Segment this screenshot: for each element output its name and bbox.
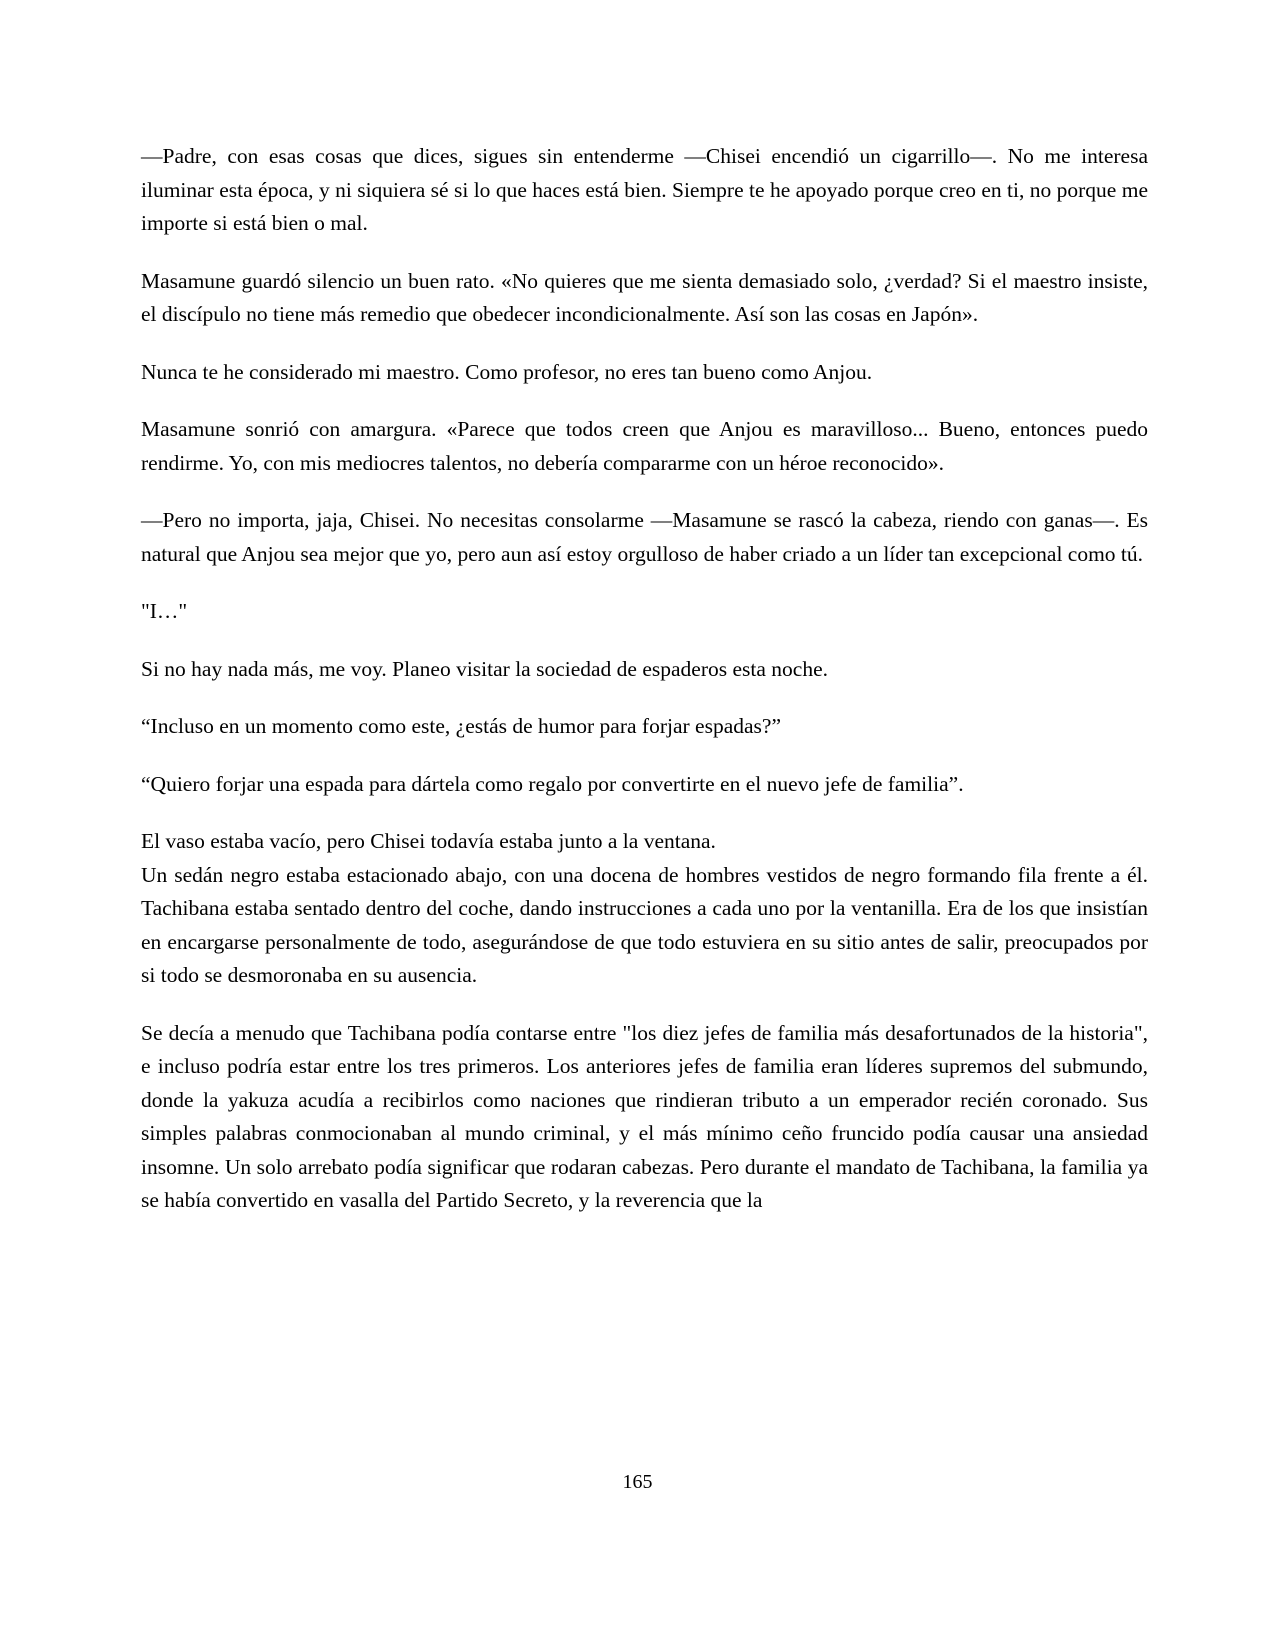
paragraph-11: Se decía a menudo que Tachibana podía contarse entre "los diez jefes de familia más desafortunados de la historia", e incluso podría estar entre los tres primeros. Los anteriores jefes de familia eran líderes supremos del submundo, donde la yakuza acudía a recibirlos como naciones que rindieran tributo a un emperador recién coronado. Sus simples palabras conmocionaban al mundo criminal, y el más mínimo ceño fruncido podía causar una ansiedad insomne. Un solo arrebato podía significar que rodaran cabezas. Pero durante el mandato de Tachibana, la familia ya se había convertido en vasalla del Partido Secreto, y la reverencia que la — [141, 1020, 1148, 1212]
paragraph-2: Masamune guardó silencio un buen rato. «No quieres que me sienta demasiado solo, ¿verdad? Si el maestro insiste, el discípulo no tiene más remedio que obedecer incondicionalmente. Así son las cosas en Japón». — [141, 268, 1148, 326]
paragraph-10 — [141, 825, 1148, 993]
paragraph-7: Si no hay nada más, me voy. Planeo visitar la sociedad de espaderos esta noche. — [141, 656, 829, 681]
paragraph-5: —Pero no importa, jaja, Chisei. No necesitas consolarme —Masamune se rascó la cabeza, riendo con ganas—. Es natural que Anjou sea mejor que yo, pero aun así estoy orgulloso de haber criado a un líder tan excepcional como tú. — [141, 508, 1148, 566]
paragraph-1: —Padre, con esas cosas que dices, sigues sin entenderme —Chisei encendió un cigarrillo—. No me interesa iluminar esta época, y ni siquiera sé si lo que haces está bien. Siempre te he apoyado porque creo en ti, no porque me importe si está bien o mal. — [141, 144, 1148, 235]
page-body-text — [141, 140, 1148, 1242]
paragraph-10-line-1: El vaso estaba vacío, pero Chisei todavía estaba junto a la ventana. — [141, 829, 716, 853]
paragraph-9-dialogue: “Quiero forjar una espada para dártela como regalo por convertirte en el nuevo jefe de familia”. — [141, 771, 964, 796]
paragraph-8-dialogue: “Incluso en un momento como este, ¿estás de humor para forjar espadas?” — [141, 714, 781, 738]
page-number: 165 — [622, 1471, 653, 1493]
paragraph-4: Masamune sonrió con amargura. «Parece que todos creen que Anjou es maravilloso... Bueno, entonces puedo rendirme. Yo, con mis mediocres talentos, no debería compararme con un héroe reconocido». — [141, 417, 1148, 475]
paragraph-6-dialogue: "I…" — [141, 599, 188, 623]
paragraph-10-line-2: Un sedán negro estaba estacionado abajo, con una docena de hombres vestidos de negro formando fila frente a él. Tachibana estaba sentado dentro del coche, dando instrucciones a cada uno por la ventanilla. Era de los que insistían en encargarse personalmente de todo, asegurándose de que todo estuviera en su sitio antes de salir, preocupados por si todo se desmoronaba en su ausencia. — [141, 862, 1148, 987]
paragraph-3: Nunca te he considerado mi maestro. Como profesor, no eres tan bueno como Anjou. — [141, 359, 873, 384]
